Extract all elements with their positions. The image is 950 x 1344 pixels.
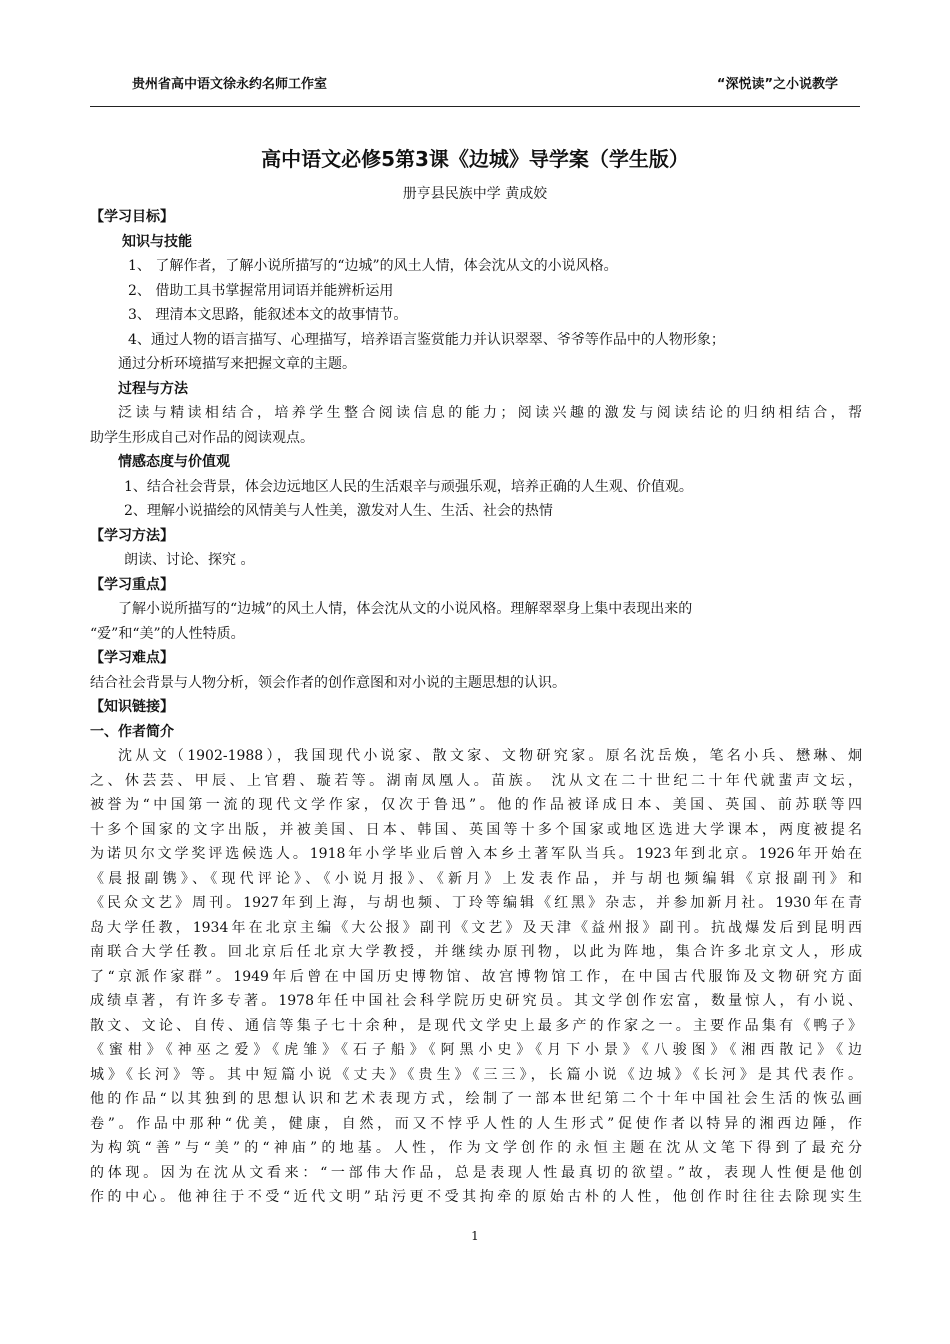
paragraph-line: 了“京派作家群”。1949年后曾在中国历史博物馆、故宫博物馆工作，在中国古代服饰及文物研究方面: [90, 968, 862, 985]
paragraph-line: 4、通过人物的语言描写、心理描写，培养语言鉴赏能力并认识翠翠、爷爷等作品中的人物形象；: [128, 331, 725, 348]
header-right-text: “深悦读”之小说教学: [716, 77, 838, 92]
paragraph-line: 1、 了解作者，了解小说所描写的“边城”的风土人情，体会沈从文的小说风格。: [128, 258, 618, 274]
subheading-emotion-values: 情感态度与价值观: [118, 454, 230, 470]
paragraph-line: 朗读、讨论、探究 。: [124, 552, 255, 568]
paragraph-line: 城》《长河》等。其中短篇小说《丈夫》《贵生》《三三》，长篇小说《边城》《长河》是其代表作。: [90, 1066, 862, 1083]
paragraph-line: 助学生形成自己对作品的阅读观点。: [90, 429, 314, 446]
paragraph-line: 泛读与精读相结合，培养学生整合阅读信息的能力；阅读兴趣的激发与阅读结论的归纳相结合，帮: [118, 405, 862, 421]
subheading-process-method: 过程与方法: [118, 380, 188, 397]
paragraph-line: 卷”。作品中那种“优美，健康，自然，而又不悖乎人性的人生形式”促使作者以特异的湘西边陲，作: [90, 1115, 862, 1132]
paragraph-line: 《晨报副镌》、《现代评论》、《小说月报》、《新月》上发表作品，并与胡也频编辑《京报副刊》和: [90, 870, 862, 887]
paragraph-line: 《蜜柑》《神巫之爱》《虎雏》《石子船》《阿黑小史》《月下小景》《八骏图》《湘西散记》《边: [90, 1042, 862, 1058]
paragraph-line: 2、理解小说描绘的风情美与人性美，激发对人生、生活、社会的热情: [124, 503, 553, 519]
paragraph-line: 作的中心。他神往于不受“近代文明”玷污更不受其拘牵的原始古朴的人性，他创作时往往去除现实生: [90, 1189, 862, 1205]
page-number: 1: [471, 1229, 479, 1243]
paragraph-line: 3、 理清本文思路，能叙述本文的故事情节。: [128, 307, 408, 323]
paragraph-line: 的体现。因为在沈从文看来：“一部伟大作品，总是表现人性最真切的欲望。”故，表现人性便是他创: [90, 1164, 862, 1181]
section-heading-difficulties: 【学习难点】: [90, 650, 174, 666]
paragraph-line: 《民众文艺》周刊。1927年到上海，与胡也频、丁玲等编辑《红黑》杂志，并参加新月社。1930年在青: [90, 895, 862, 911]
subheading-knowledge-skills: 知识与技能: [122, 233, 192, 250]
paragraph-line: 之、休芸芸、甲辰、上官碧、璇若等。湖南凤凰人。苗族。 沈从文在二十世纪二十年代就蜚声文坛，: [90, 772, 862, 789]
paragraph-line: 南联合大学任教。回北京后任北京大学教授，并继续办原刊物，以此为阵地，集合许多北京文人，形成: [90, 944, 862, 960]
section-heading-key-points: 【学习重点】: [90, 576, 174, 593]
paragraph-line: 了解小说所描写的“边城”的风土人情，体会沈从文的小说风格。理解翠翠身上集中表现出来的: [118, 601, 693, 617]
header-left-text: 贵州省高中语文徐永约名师工作室: [132, 77, 328, 92]
paragraph-line: 十多个国家的文字出版，并被美国、日本、韩国、英国等十多个国家或地区选进大学课本，两度被提名: [90, 821, 862, 838]
paragraph-line: “爱”和“美”的人性特质。: [90, 625, 245, 642]
paragraph-line: 2、 借助工具书掌握常用词语并能辨析运用: [128, 282, 394, 299]
section-heading-objectives: 【学习目标】: [90, 209, 174, 225]
paragraph-line: 散文、文论、自传、通信等集子七十余种，是现代文学史上最多产的作家之一。主要作品集有《鸭子》: [90, 1017, 862, 1034]
document-body: [90, 205, 862, 1210]
paragraph-line: 他的作品“以其独到的思想认识和艺术表现方式，绘制了一部本世纪第二个十年中国社会生活的恢弘画: [90, 1091, 862, 1107]
subheading-author-intro: 一、作者简介: [90, 723, 174, 740]
document-title: 高中语文必修5第3课《边城》导学案（学生版）: [261, 147, 689, 171]
paragraph-line: 岛大学任教，1934年在北京主编《大公报》副刊《文艺》及天津《益州报》副刊。抗战爆发后到昆明西: [90, 919, 862, 936]
paragraph-line: 沈从文（1902-1988），我国现代小说家、散文家、文物研究家。原名沈岳焕，笔名小兵、懋琳、炯: [118, 748, 862, 764]
paragraph-line: 为诺贝尔文学奖评选候选人。1918年小学毕业后曾入本乡土著军队当兵。1923年到北京。1926年开始在: [90, 846, 862, 862]
paragraph-line: 被誉为“中国第一流的现代文学作家，仅次于鲁迅”。他的作品被译成日本、美国、英国、前苏联等四: [90, 797, 862, 813]
section-heading-methods: 【学习方法】: [90, 527, 174, 544]
paragraph-line: 结合社会背景与人物分析，领会作者的创作意图和对小说的主题思想的认识。: [90, 674, 566, 691]
paragraph-line: 为构筑“善”与“美”的“神庙”的地基。人性，作为文学创作的永恒主题在沈从文笔下得到了最充分: [90, 1140, 862, 1156]
section-heading-knowledge-links: 【知识链接】: [90, 699, 174, 715]
paragraph-line: 成绩卓著，有许多专著。1978年任中国社会科学院历史研究员。其文学创作宏富，数量惊人，有小说、: [90, 993, 862, 1009]
document-author: 册亨县民族中学 黄成姣: [402, 186, 548, 202]
paragraph-line: 通过分析环境描写来把握文章的主题。: [118, 356, 356, 372]
paragraph-line: 1、结合社会背景，体会边远地区人民的生活艰辛与顽强乐观，培养正确的人生观、价值观。: [124, 478, 693, 495]
header-divider: [90, 106, 860, 107]
